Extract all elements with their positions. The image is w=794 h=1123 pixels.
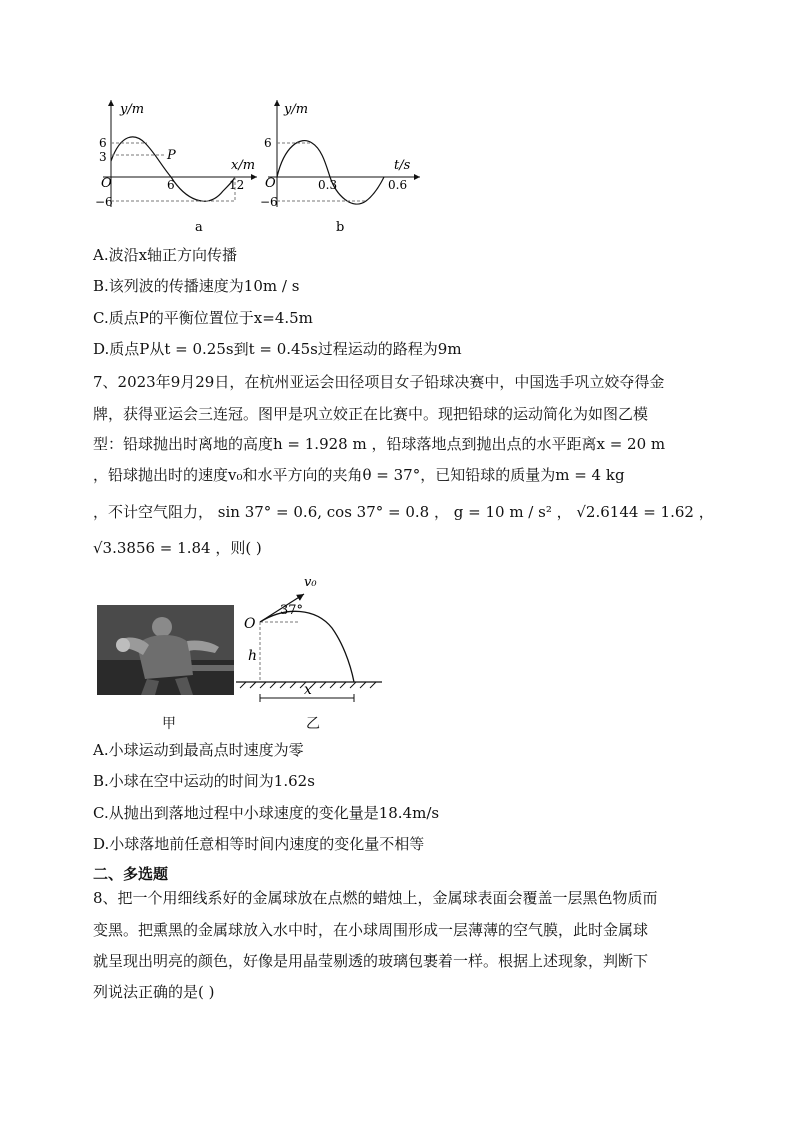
q8-line-1: 8、把一个用细线系好的金属球放在点燃的蜡烛上，金属球表面会覆盖一层黑色物质而 <box>93 889 658 907</box>
q7-line-2: 牌，获得亚运会三连冠。图甲是巩立姣正在比赛中。现把铅球的运动简化为如图乙模 <box>93 405 649 423</box>
q7-line-1: 7、2023年9月29日，在杭州亚运会田径项目女子铅球决赛中，中国选手巩立姣夺得金 <box>93 373 665 391</box>
x-tick-6: 6 <box>167 178 175 192</box>
q6-option-a: A.波沿x轴正方向传播 <box>93 246 238 264</box>
section-title: 二、多选题 <box>93 865 169 883</box>
q8-line-2: 变黑。把熏黑的金属球放入水中时，在小球周围形成一层薄薄的空气膜，此时金属球 <box>93 921 649 939</box>
q8-line-3: 就呈现出明亮的颜色，好像是用晶莹剔透的玻璃包裹着一样。根据上述现象，判断下 <box>93 952 649 970</box>
y-axis-label: y/m <box>120 102 145 117</box>
label-angle: 37° <box>280 603 304 618</box>
q7-line-3: 型：铅球抛出时离地的高度h = 1.928 m ，铅球落地点到抛出点的水平距离x = 20 m <box>93 435 666 453</box>
q6-option-b: B.该列波的传播速度为10m / s <box>93 277 300 295</box>
q7-option-b: B.小球在空中运动的时间为1.62s <box>93 772 315 790</box>
q7-option-a: A.小球运动到最高点时速度为零 <box>93 741 304 759</box>
wave-graph-b <box>260 95 425 235</box>
wave-graph-a <box>95 95 260 235</box>
caption-a: a <box>195 220 203 235</box>
q7-line-4: ，铅球抛出时的速度v₀和水平方向的夹角θ = 37°，已知铅球的质量为m = 4 kg <box>93 466 625 484</box>
q8-line-4: 列说法正确的是( ) <box>93 983 215 1001</box>
x-tick-12: 12 <box>229 178 245 192</box>
label-x: x <box>304 682 312 698</box>
q6-option-c: C.质点P的平衡位置位于x=4.5m <box>93 309 313 327</box>
athlete-photo <box>97 605 234 695</box>
origin: O <box>265 176 276 191</box>
label-o: O <box>244 616 256 632</box>
tick-neg6: −6 <box>260 195 278 209</box>
y-axis-label: y/m <box>284 102 309 117</box>
q7-option-c: C.从抛出到落地过程中小球速度的变化量是18.4m/s <box>93 804 440 822</box>
fig-yi-caption: 乙 <box>306 716 320 732</box>
projectile-diagram <box>236 570 386 730</box>
tick-6: 6 <box>264 136 272 150</box>
x-axis-label: t/s <box>394 158 411 173</box>
fig-jia-caption: 甲 <box>162 716 176 732</box>
tick-neg6: −6 <box>95 195 113 209</box>
tick-3: 3 <box>99 150 107 164</box>
q7-option-d: D.小球落地前任意相等时间内速度的变化量不相等 <box>93 835 425 853</box>
label-v0: v₀ <box>304 575 317 590</box>
x-tick-0.6: 0.6 <box>388 178 408 192</box>
x-tick-0.3: 0.3 <box>318 178 338 192</box>
caption-b: b <box>336 220 345 235</box>
q7-line-6: √3.3856 = 1.84 ，则( ) <box>93 539 262 557</box>
label-h: h <box>248 648 258 664</box>
origin: O <box>101 176 112 191</box>
point-p: P <box>167 148 176 163</box>
q6-option-d: D.质点P从t = 0.25s到t = 0.45s过程运动的路程为9m <box>93 340 462 358</box>
x-axis-label: x/m <box>231 158 256 173</box>
tick-6: 6 <box>99 136 107 150</box>
q7-line-5: ，不计空气阻力， sin 37° = 0.6, cos 37° = 0.8 ， g = 10 m / s² ， √2.6144 = 1.62 ， <box>93 503 714 521</box>
